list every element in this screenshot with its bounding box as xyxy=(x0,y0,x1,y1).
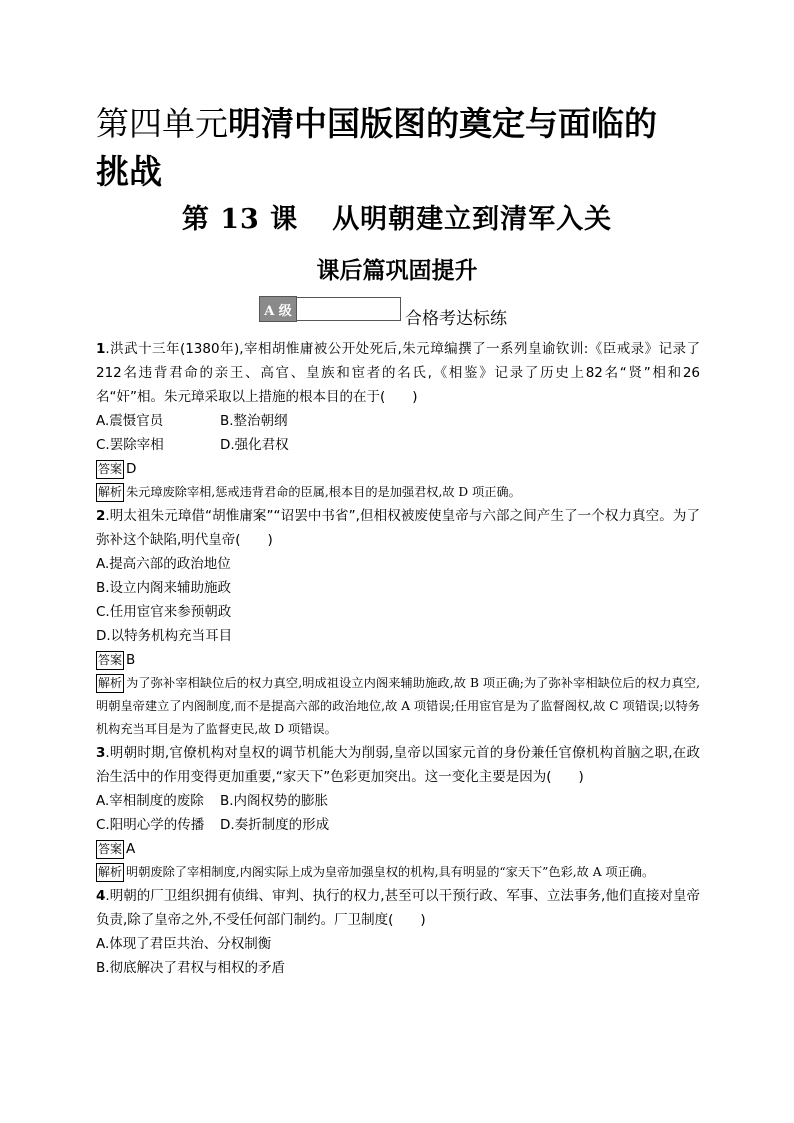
question-3-stem: 3.明朝时期,官僚机构对皇权的调节机能大为削弱,皇帝以国家元首的身份兼任官僚机构首脑之职,在政治生活中的作用变得更加重要,“家天下”色彩更加突出。这一变化主要是因为( ) xyxy=(96,745,700,785)
option: C.阳明心学的传播 xyxy=(96,817,205,833)
option: B.整治朝纲 xyxy=(220,413,288,429)
question-3-options-row1 xyxy=(96,789,700,813)
question-1-options-row1 xyxy=(96,409,700,433)
level-badge: A 级 xyxy=(259,296,297,322)
answer-value: B xyxy=(126,652,136,668)
option: A.震慑官员 xyxy=(96,413,164,429)
question-2-stem: 2.明太祖朱元璋借“胡惟庸案”“诏罢中书省”,但相权被废使皇帝与六部之间产生了一个权力真空。为了弥补这个缺陷,明代皇帝( ) xyxy=(96,508,700,548)
unit-title-line2: 挑战 xyxy=(96,152,162,191)
option: A.提高六部的政治地位 xyxy=(96,556,231,572)
option: D.强化君权 xyxy=(220,437,289,453)
question-3-answer xyxy=(96,838,700,860)
answer-tag: 答案 xyxy=(96,651,124,670)
lesson-number: 第 13 课 xyxy=(181,204,299,235)
question-1-stem: 1.洪武十三年(1380年),宰相胡惟庸被公开处死后,朱元璋编撰了一系列皇谕钦训:《臣戒录》记录了212名违背君命的亲王、高官、皇族和宦者的名氏,《相鉴》记录了历史上82名“贤”相和26名“奸”相。朱元璋采取以上措施的根本目的在于( ) xyxy=(96,341,700,405)
option: D.以特务机构充当耳目 xyxy=(96,628,233,644)
answer-tag: 答案 xyxy=(96,460,124,479)
level-box-line xyxy=(297,297,401,321)
unit-title-line1: 明清中国版图的奠定与面临的 xyxy=(228,104,657,143)
unit-prefix: 第四单元 xyxy=(96,104,228,143)
option: A.宰相制度的废除 xyxy=(96,793,204,809)
explanation-tag: 解析 xyxy=(96,863,124,882)
question-1-options-row2 xyxy=(96,433,700,457)
option: C.任用宦官来参预朝政 xyxy=(96,604,232,620)
lesson-title xyxy=(0,197,794,236)
option: B.彻底解决了君权与相权的矛盾 xyxy=(96,960,286,976)
question-4-stem: 4.明朝的厂卫组织拥有侦缉、审判、执行的权力,甚至可以干预行政、军事、立法事务,他们直接对皇帝负责,除了皇帝之外,不受任何部门制约。厂卫制度( ) xyxy=(96,888,700,928)
option: C.罢除宰相 xyxy=(96,437,164,453)
explanation-tag: 解析 xyxy=(96,674,124,693)
sub-prefix: 课后篇 xyxy=(316,257,386,284)
answer-value: D xyxy=(126,461,137,477)
lesson-name: 从明朝建立到清军入关 xyxy=(332,204,613,235)
question-3-explanation: 解析 明朝废除了宰相制度,内阁实际上成为皇帝加强皇权的机构,具有明显的“家天下”色彩,故 A 项正确。 xyxy=(96,861,700,884)
answer-value: A xyxy=(126,841,136,857)
answer-tag: 答案 xyxy=(96,840,124,859)
question-1-answer xyxy=(96,458,700,480)
question-list xyxy=(96,337,700,980)
sub-title xyxy=(0,252,794,285)
option: B.设立内阁来辅助施政 xyxy=(96,580,232,596)
level-text: 合格考达标练 xyxy=(405,308,507,329)
sub-title-main: 巩固提升 xyxy=(385,257,478,284)
option: B.内阁权势的膨胀 xyxy=(220,793,329,809)
question-2-answer xyxy=(96,649,700,671)
question-2-explanation: 解析 为了弥补宰相缺位后的权力真空,明成祖设立内阁来辅助施政,故 B 项正确;为了弥补宰相缺位后的权力真空,明朝皇帝建立了内阁制度,而不是提高六部的政治地位,故 A 项错误;任用宦官是为了监督阁权,故 C 项错误;以特务机构充当耳目是为了监督吏民,故 D 项错误。 xyxy=(96,676,700,736)
question-3-options-row2 xyxy=(96,813,700,837)
unit-title xyxy=(96,100,716,196)
explanation-tag: 解析 xyxy=(96,483,124,502)
level-header xyxy=(259,295,507,329)
option: D.奏折制度的形成 xyxy=(220,817,330,833)
question-1-explanation: 解析 朱元璋废除宰相,惩戒违背君命的臣属,根本目的是加强君权,故 D 项正确。 xyxy=(96,481,700,504)
option: A.体现了君臣共治、分权制衡 xyxy=(96,936,272,952)
